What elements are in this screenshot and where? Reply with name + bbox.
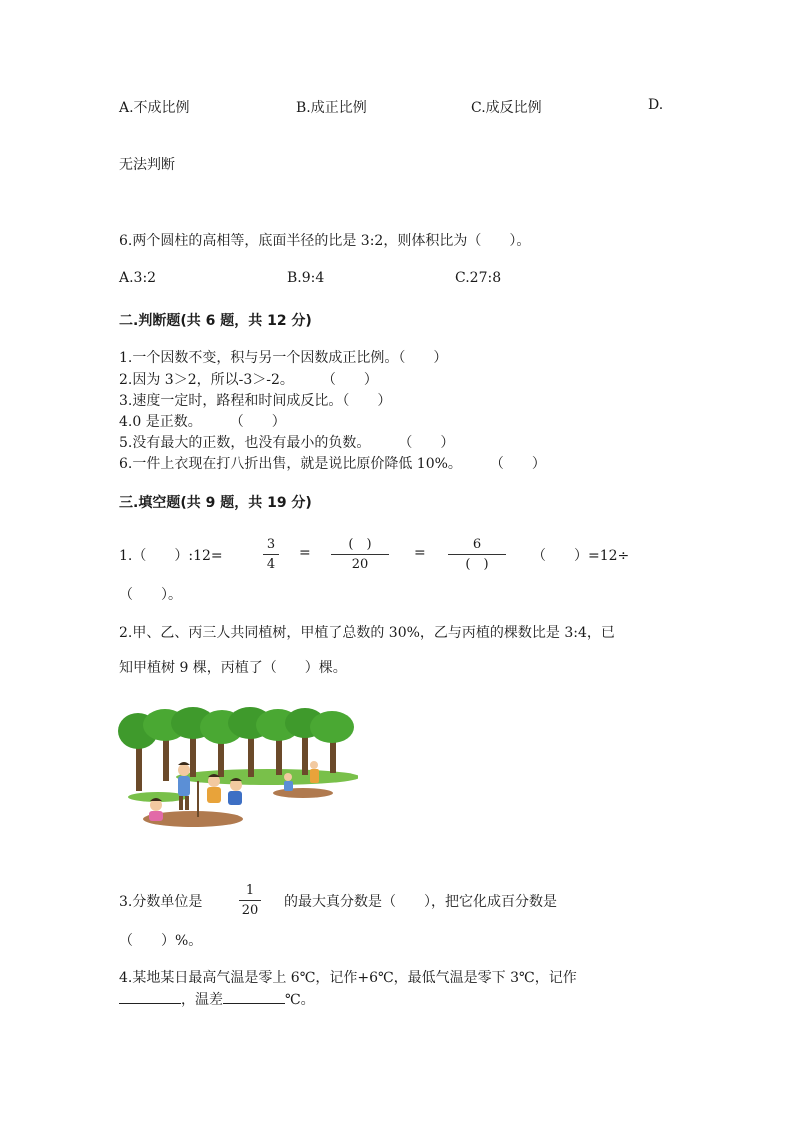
q6-option-a: A.3:2 [119,270,157,286]
fill-q3-suffix: 的最大真分数是（ ），把它化成百分数是 [284,894,557,910]
q6-option-c: C.27:8 [455,270,502,286]
fill-q4-end: ℃。 [285,992,315,1008]
q6-text: 6.两个圆柱的高相等，底面半径的比是 3:2，则体积比为（ ）。 [119,233,531,249]
q5-option-c: C.成反比例 [471,100,542,116]
q5-option-d-text: 无法判断 [119,157,175,173]
fill-q4-line1: 4.某地某日最高气温是零上 6℃，记作+6℃，最低气温是零下 3℃，记作 [119,970,577,986]
q5-option-b: B.成正比例 [296,100,367,116]
judge-item-6: 6.一件上衣现在打八折出售，就是说比原价降低 10%。 （ ） [119,456,546,472]
q6-option-b: B.9:4 [287,270,325,286]
fill-q3-fraction [239,883,261,918]
judge-item-3: 3.速度一定时，路程和时间成反比。（ ） [119,393,392,409]
fill-q1-suffix: （ ）=12÷ [532,548,630,564]
fraction-numerator: 3 [266,537,276,552]
answer-blank[interactable] [223,991,285,1004]
soil-mound [273,788,333,798]
fill-q1-fraction-1 [263,537,279,572]
fraction-denominator: ( ) [465,557,489,572]
fraction-bar [239,900,261,901]
fill-q1-equals-2: = [414,545,426,561]
fraction-bar [263,554,279,555]
fill-q1-fraction-2 [331,537,389,572]
fraction-denominator: 20 [241,903,259,918]
q5-option-a: A.不成比例 [119,100,190,116]
fill-q1-fraction-3 [448,537,506,572]
fraction-numerator: ( ) [348,537,372,552]
fill-q1-equals-1: = [299,545,311,561]
fraction-numerator: 6 [472,537,482,552]
judge-item-4: 4.0 是正数。 （ ） [119,414,286,430]
fraction-bar [448,554,506,555]
child-figure [178,762,190,810]
fill-q3-line2: （ ）%。 [119,933,203,949]
judge-item-5: 5.没有最大的正数，也没有最小的负数。 （ ） [119,435,455,451]
fraction-numerator: 1 [245,883,255,898]
child-figure [207,774,221,803]
fill-q2-line1: 2.甲、乙、丙三人共同植树，甲植了总数的 30%，乙与丙植的棵数比是 3:4，已 [119,625,615,641]
judge-item-2: 2.因为 3＞2，所以-3＞-2。 （ ） [119,372,378,388]
fill-q4-line2 [119,989,315,1009]
fill-q1-line2: （ ）。 [119,587,182,603]
section2-title: 二.判断题(共 6 题，共 12 分) [119,313,312,329]
fill-q2-line2: 知甲植树 9 棵，丙植了（ ）棵。 [119,660,347,676]
section3-title: 三.填空题(共 9 题，共 19 分) [119,495,312,511]
tree-planting-illustration [118,707,358,831]
q5-option-d: D. [648,97,664,113]
fill-q3-prefix: 3.分数单位是 [119,894,203,910]
fraction-bar [331,554,389,555]
fraction-denominator: 4 [266,557,276,572]
judge-item-1: 1.一个因数不变，积与另一个因数成正比例。（ ） [119,350,448,366]
fraction-denominator: 20 [351,557,369,572]
fill-q4-mid: ，温差 [181,992,223,1008]
answer-blank[interactable] [119,991,181,1004]
fill-q1-prefix: 1.（ ）:12= [119,548,223,564]
